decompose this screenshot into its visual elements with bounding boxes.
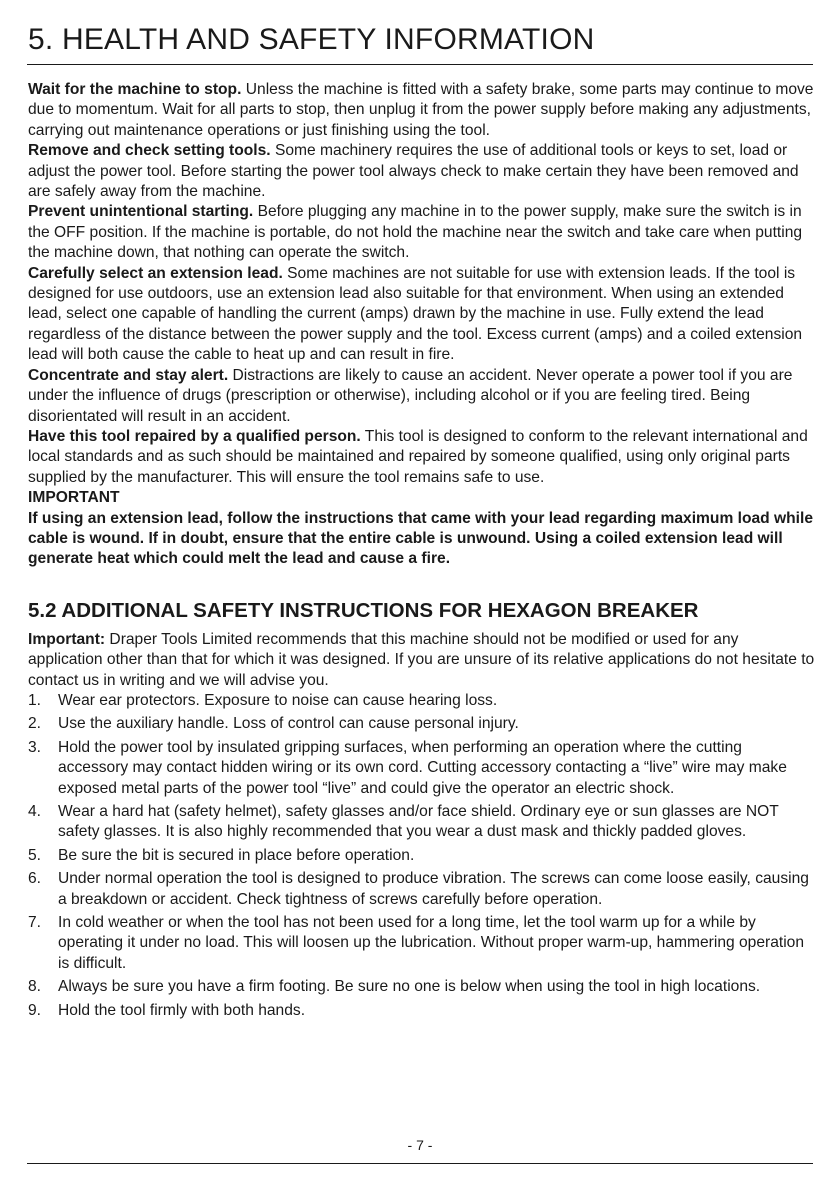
item-number: 2. xyxy=(28,715,42,733)
paragraph-heading: Remove and check setting tools. xyxy=(28,142,271,160)
item-text: Wear a hard hat (safety helmet), safety glasses and/or face shield. Ordinary eye or sun glasses are NOT safety glasses. It is also highly recommended that you wear a dust mask and thickly padded gloves. xyxy=(58,803,779,841)
safety-paragraph xyxy=(28,80,816,141)
item-text: Be sure the bit is secured in place before operation. xyxy=(58,846,415,864)
paragraph-heading: Have this tool repaired by a qualified person. xyxy=(28,427,361,445)
paragraph-text: Before plugging any machine in to the power supply, make sure the switch is in the OFF position. If the machine is portable, do not hold the machine near the switch and take care when putting the machine down, that nothing can operate the switch. xyxy=(28,203,803,262)
list-item xyxy=(28,977,816,997)
footer-divider xyxy=(27,1163,813,1164)
list-item xyxy=(28,714,816,734)
important-heading: IMPORTANT xyxy=(28,489,120,507)
item-number: 3. xyxy=(28,738,42,756)
item-number: 5. xyxy=(28,846,42,864)
item-number: 8. xyxy=(28,978,42,996)
item-text: In cold weather or when the tool has not been used for a long time, let the tool warm up for a while by operating it under no load. This will loosen up the lubrication. Without proper warm-up, hammering operation is difficult. xyxy=(58,914,805,972)
list-item xyxy=(28,738,816,799)
paragraph-text: Some machines are not suitable for use with extension leads. If the tool is designed for use outdoors, use an extension lead also suitable for that environment. When using an extended lead, select one capable of handling the current (amps) drawn by the machine in use. Fully extend the lead regardless of the distance between the power supply and the tool. Excess current (amps) and a coiled extension lead will both cause the cable to heat up and can result in fire. xyxy=(28,264,803,364)
list-item xyxy=(28,869,816,910)
intro-text: Draper Tools Limited recommends that this machine should not be modified or used for any application other than that for which it was designed. If you are unsure of its relative applications do not hesitate to contact us in writing and we will advise you. xyxy=(28,630,815,689)
safety-paragraph xyxy=(28,202,816,263)
paragraph-heading: Prevent unintentional starting. xyxy=(28,203,254,221)
title-divider xyxy=(27,64,813,65)
paragraph-heading: Carefully select an extension lead. xyxy=(28,264,283,282)
list-item xyxy=(28,802,816,843)
instruction-list xyxy=(28,691,816,1021)
important-warning: If using an extension lead, follow the instructions that came with your lead regarding maximum load while cable is wound. If in doubt, ensure that the entire cable is unwound. Using a coiled extension lead will generate heat which could melt the lead and cause a fire. xyxy=(28,509,814,568)
safety-paragraph xyxy=(28,427,816,488)
document-body xyxy=(28,80,816,1024)
paragraph-text: Some machinery requires the use of additional tools or keys to set, load or adjust the power tool. Before starting the power tool always check to make certain they have been removed and are safely away from the machine. xyxy=(28,142,799,201)
item-number: 7. xyxy=(28,914,42,932)
section-heading: 5.2 ADDITIONAL SAFETY INSTRUCTIONS FOR HEXAGON BREAKER xyxy=(28,598,699,622)
list-item xyxy=(28,913,816,974)
list-item xyxy=(28,691,816,711)
intro-label: Important: xyxy=(28,630,106,648)
paragraph-heading: Wait for the machine to stop. xyxy=(28,81,242,98)
item-number: 9. xyxy=(28,1001,42,1019)
item-text: Always be sure you have a firm footing. Be sure no one is below when using the tool in high locations. xyxy=(58,978,761,996)
paragraph-heading: Concentrate and stay alert. xyxy=(28,366,229,384)
item-number: 1. xyxy=(28,691,42,709)
item-number: 4. xyxy=(28,803,42,820)
paragraph-text: Distractions are likely to cause an accident. Never operate a power tool if you are under the influence of drugs (prescription or otherwise), including alcohol or if you are feeling tired. Being disorientated will result in an accident. xyxy=(28,366,793,425)
paragraph-text: Unless the machine is fitted with a safety brake, some parts may continue to move due to momentum. Wait for all parts to stop, then unplug it from the power supply before making any adjustments, carrying out maintenance operations or just finishing using the tool. xyxy=(28,81,814,139)
paragraph-text: This tool is designed to conform to the relevant international and local standards and as such should be maintained and repaired by someone qualified, using only original parts supplied by the manufacturer. This will ensure the tool remains safe to use. xyxy=(28,427,808,486)
item-number: 6. xyxy=(28,870,42,888)
page-number: - 7 - xyxy=(407,1137,433,1153)
page-title: 5. HEALTH AND SAFETY INFORMATION xyxy=(28,23,595,56)
item-text: Under normal operation the tool is designed to produce vibration. The screws can come loose easily, causing a breakdown or accident. Check tightness of screws carefully before operation. xyxy=(58,870,809,908)
list-item xyxy=(28,1001,816,1021)
item-text: Wear ear protectors. Exposure to noise can cause hearing loss. xyxy=(58,691,498,709)
section-intro xyxy=(28,630,816,691)
item-text: Hold the power tool by insulated gripping surfaces, when performing an operation where the cutting accessory may contact hidden wiring or its own cord. Cutting accessory contacting a “live” wire may make exposed metal parts of the power tool “live” and could give the operator an electric shock. xyxy=(58,738,787,797)
list-item xyxy=(28,846,816,866)
safety-paragraph xyxy=(28,264,816,366)
safety-paragraph xyxy=(28,366,816,427)
safety-paragraph xyxy=(28,141,816,202)
item-text: Hold the tool firmly with both hands. xyxy=(58,1001,306,1019)
item-text: Use the auxiliary handle. Loss of control can cause personal injury. xyxy=(58,715,519,733)
